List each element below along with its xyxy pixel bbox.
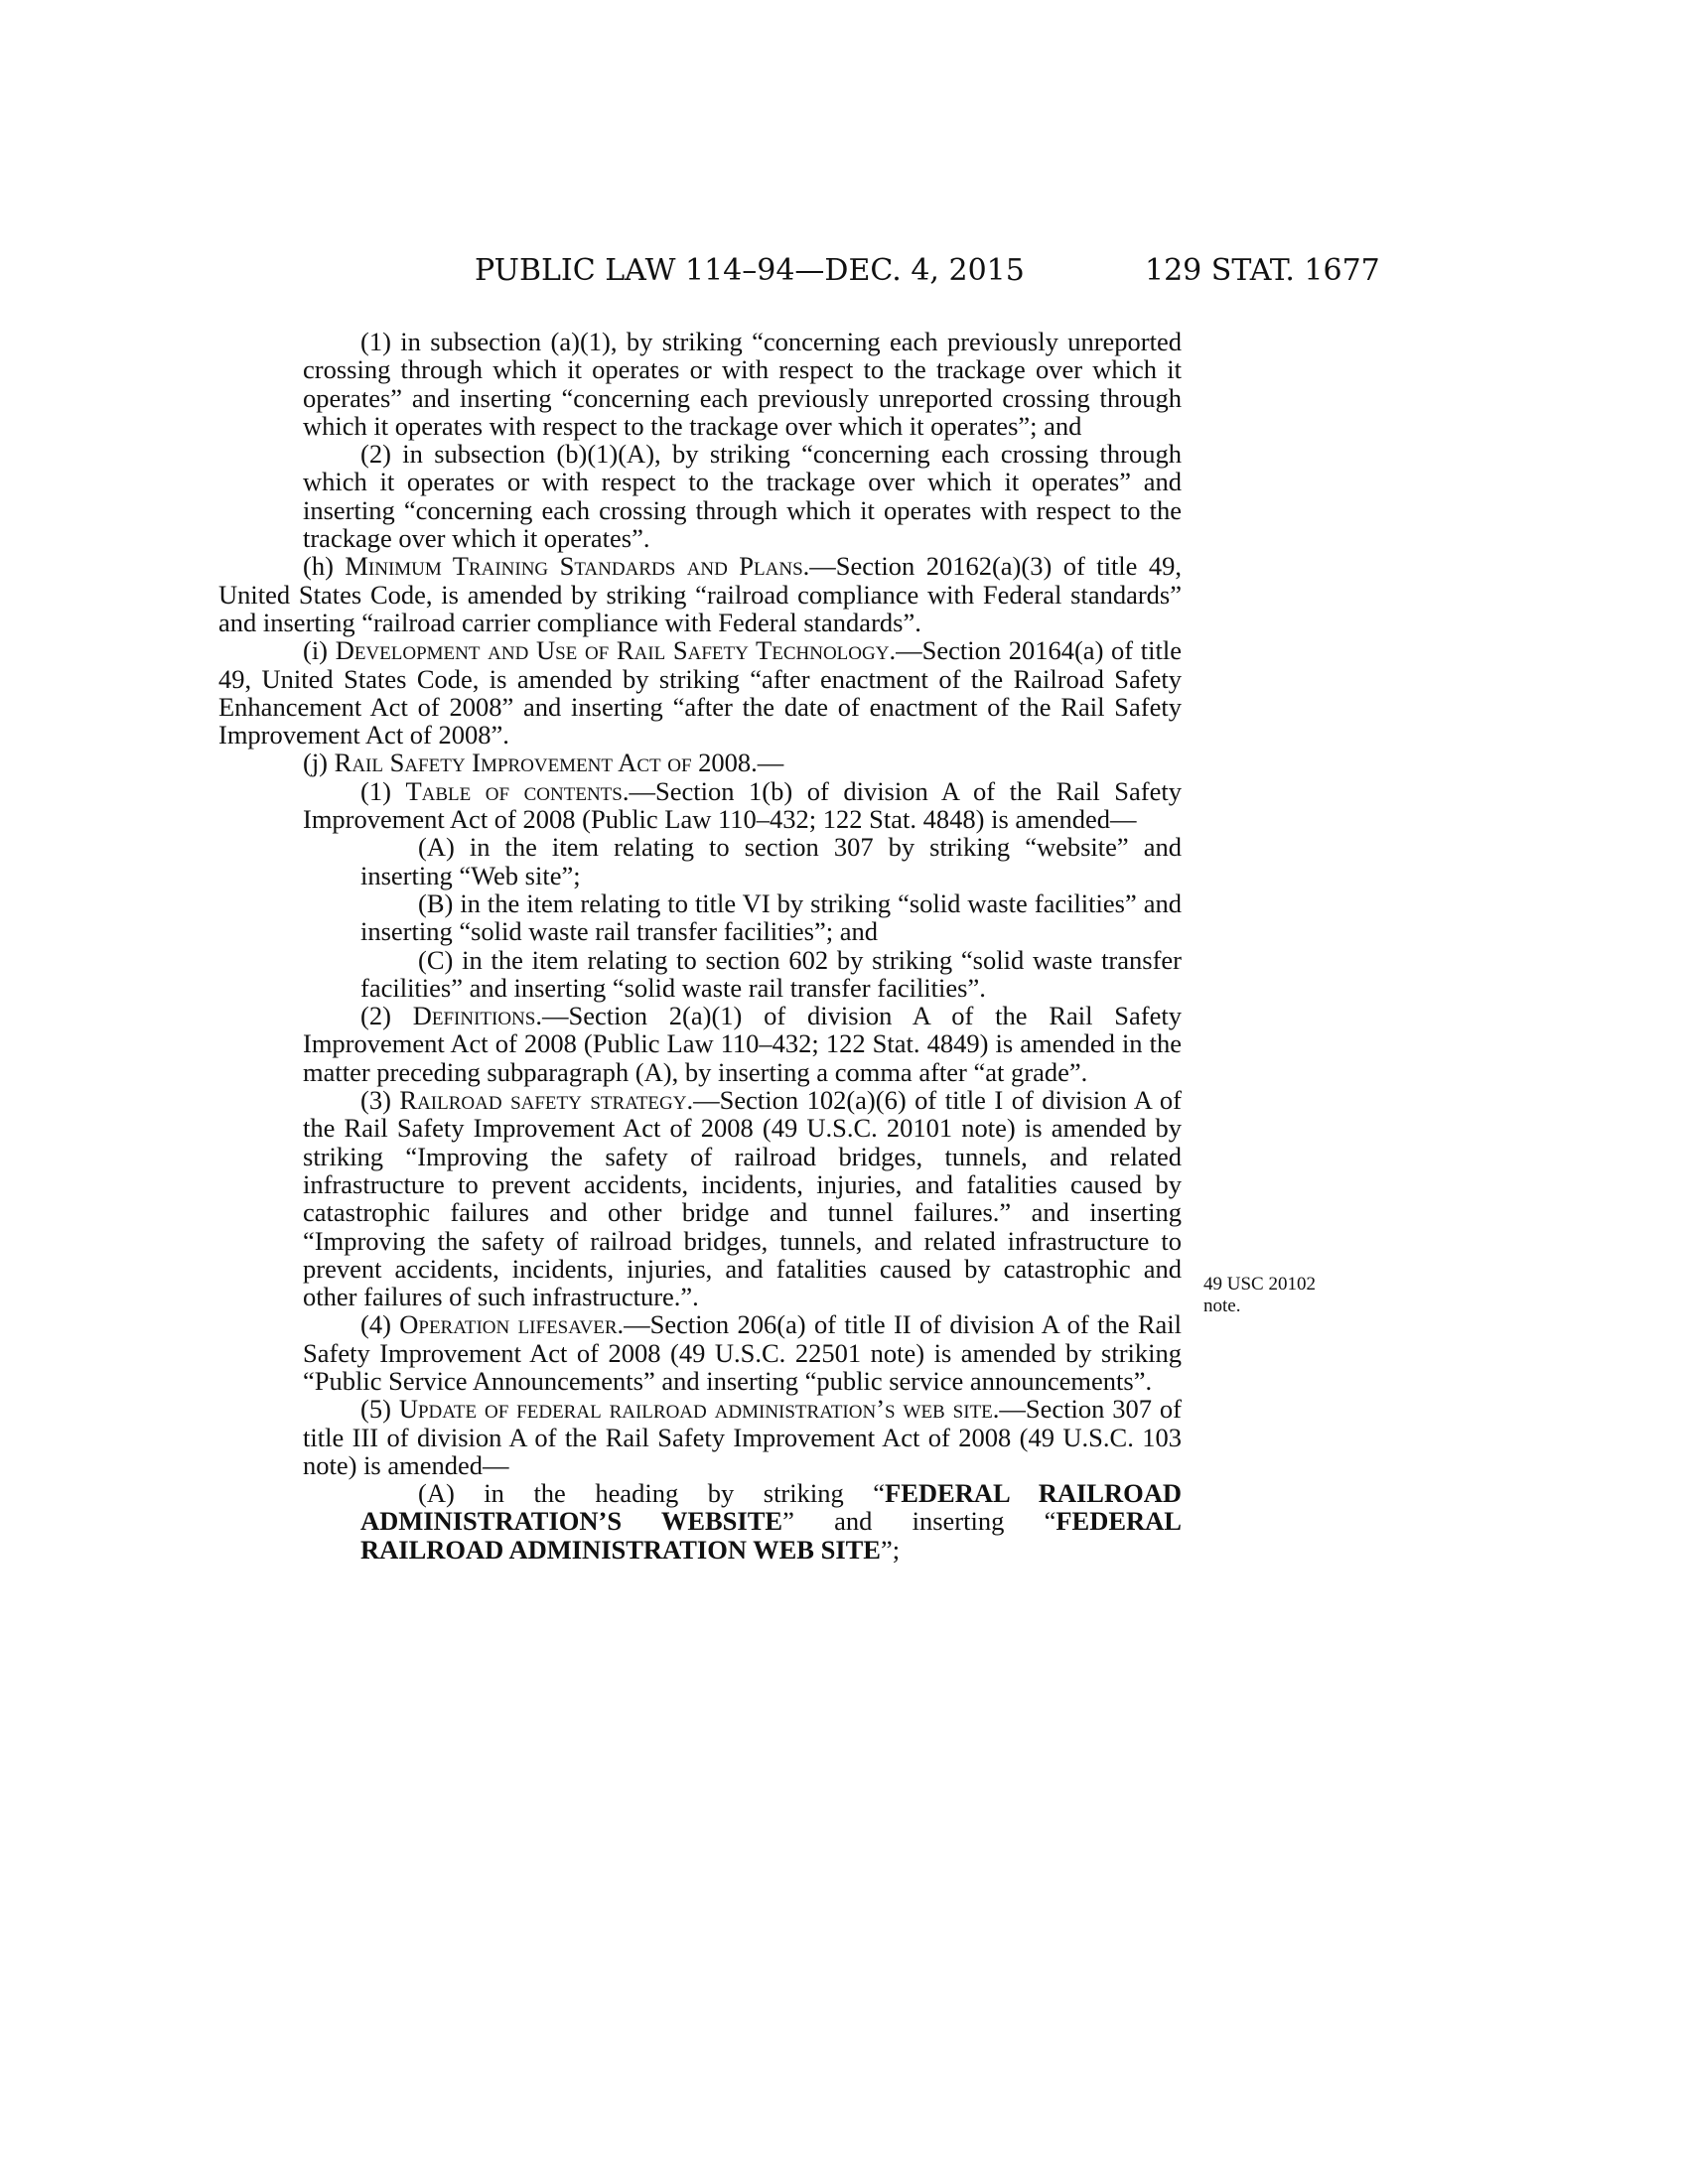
paragraph-j-3 <box>303 1086 1182 1310</box>
subsection-h-heading: Minimum Training Standards and Plans. <box>345 551 810 582</box>
paragraph-j-1-text: —Section 1(b) of division A of the Rail Safety Improvement Act of 2008 (Public Law 110–432; 122 Stat. 4848) is amended— <box>303 775 1182 835</box>
paragraph-j-2-label: (2) <box>360 1001 413 1031</box>
subsection-i-label: (i) <box>303 635 336 666</box>
subparagraph-j-1-A: (A) in the item relating to section 307 by striking “website” and inserting “Web site”; <box>360 832 1182 890</box>
paragraph-j-1-heading: Table of contents. <box>405 775 630 806</box>
margin-note-citation: 49 USC 20102 <box>1203 1274 1316 1295</box>
margin-note-suffix: note. <box>1203 1296 1241 1316</box>
subparagraph-j-5-A-struck-heading: FEDERAL RAILROAD ADMINISTRATION’S WEBSITE <box>360 1478 1183 1537</box>
subsection-h-label: (h) <box>303 551 346 582</box>
paragraph-j-3-heading: Railroad safety strategy. <box>399 1085 694 1116</box>
paragraph-2: (2) in subsection (b)(1)(A), by striking “concerning each crossing through which it operates or with respect to the trackage over which it operates” and inserting “concerning each crossing through which it operates with respect to the trackage over which it operates”. <box>303 439 1182 554</box>
subparagraph-j-5-A-post: ”; <box>880 1534 901 1565</box>
subparagraph-j-5-A-pre: (A) in the heading by striking “ <box>418 1478 886 1509</box>
subparagraph-j-5-A <box>360 1479 1182 1564</box>
paragraph-1: (1) in subsection (a)(1), by striking “concerning each previously unreported crossing through which it operates or with respect to the trackage over which it operates” and inserting “concerning each previously unreported crossing through which it operates with respect to the trackage over which it operates”; and <box>303 327 1182 441</box>
subsection-h <box>218 552 1182 636</box>
paragraph-j-4 <box>303 1310 1182 1395</box>
page-header-title: PUBLIC LAW 114–94—DEC. 4, 2015 <box>475 253 1025 288</box>
subsection-i-text: —Section 20164(a) of title 49, United States Code, is amended by striking “after enactment of the Railroad Safety Enhancement Act of 2008” and inserting “after the date of enactment of the Rail Safety Improvement Act of 2008”. <box>218 635 1183 751</box>
paragraph-j-1 <box>303 777 1182 834</box>
subsection-i-heading: Development and Use of Rail Safety Technology. <box>335 635 897 666</box>
paragraph-j-2 <box>303 1002 1182 1086</box>
subsection-j <box>218 749 1182 776</box>
paragraph-j-4-heading: Operation lifesaver. <box>399 1309 625 1340</box>
subsection-j-label: (j) <box>303 748 335 778</box>
paragraph-j-1-label: (1) <box>360 775 406 806</box>
subparagraph-j-1-C: (C) in the item relating to section 602 by striking “solid waste transfer facilities” and inserting “solid waste rail transfer facilities”. <box>360 944 1182 1003</box>
subsection-i <box>218 636 1182 749</box>
paragraph-j-4-label: (4) <box>360 1309 400 1340</box>
document-body <box>218 327 1183 1565</box>
margin-note <box>1203 1274 1316 1317</box>
paragraph-j-5-heading: Update of federal railroad administration’s web site. <box>398 1394 1000 1425</box>
subparagraph-j-1-B: (B) in the item relating to title VI by striking “solid waste facilities” and inserting “solid waste rail transfer facilities”; and <box>360 887 1182 947</box>
paragraph-j-2-heading: Definitions. <box>412 1001 542 1031</box>
paragraph-j-3-text: —Section 102(a)(6) of title I of division A of the Rail Safety Improvement Act of 2008 (49 U.S.C. 20101 note) is amended by striking “Improving the safety of railroad bridges, tunnels, and related infrastructure to prevent accidents, incidents, injuries, and fatalities caused by catastrophic failures and other bridge and tunnel failures.” and inserting “Improving the safety of railroad bridges, tunnels, and related infrastructure to prevent accidents, incidents, injuries, and fatalities caused by catastrophic and other failures of such infrastructure.”. <box>303 1085 1182 1312</box>
paragraph-j-5 <box>303 1395 1182 1479</box>
subparagraph-j-5-A-mid: ” and inserting “ <box>782 1506 1056 1537</box>
paragraph-j-5-text: —Section 307 of title III of division A of the Rail Safety Improvement Act of 2008 (49 U.S.C. 103 note) is amended— <box>303 1394 1182 1480</box>
page-header-stat-number: 129 STAT. 1677 <box>1145 253 1380 288</box>
subparagraph-j-5-A-inserted-heading: FEDERAL RAILROAD ADMINISTRATION WEB SITE <box>360 1506 1182 1565</box>
paragraph-j-5-label: (5) <box>360 1394 399 1425</box>
paragraph-j-2-text: —Section 2(a)(1) of division A of the Rail Safety Improvement Act of 2008 (Public Law 110–432; 122 Stat. 4849) is amended in the matter preceding subparagraph (A), by inserting a comma after “at grade”. <box>303 1001 1183 1087</box>
subsection-j-text: — <box>757 748 784 778</box>
paragraph-j-4-text: —Section 206(a) of title II of division A of the Rail Safety Improvement Act of 2008 (49 U.S.C. 22501 note) is amended by striking “Public Service Announcements” and inserting “public service announcements”. <box>303 1309 1182 1396</box>
subsection-j-heading: Rail Safety Improvement Act of 2008. <box>334 748 758 778</box>
paragraph-j-3-label: (3) <box>360 1085 400 1116</box>
subsection-h-text: —Section 20162(a)(3) of title 49, United States Code, is amended by striking “railroad compliance with Federal standards” and inserting “railroad carrier compliance with Federal standards”. <box>218 551 1182 637</box>
